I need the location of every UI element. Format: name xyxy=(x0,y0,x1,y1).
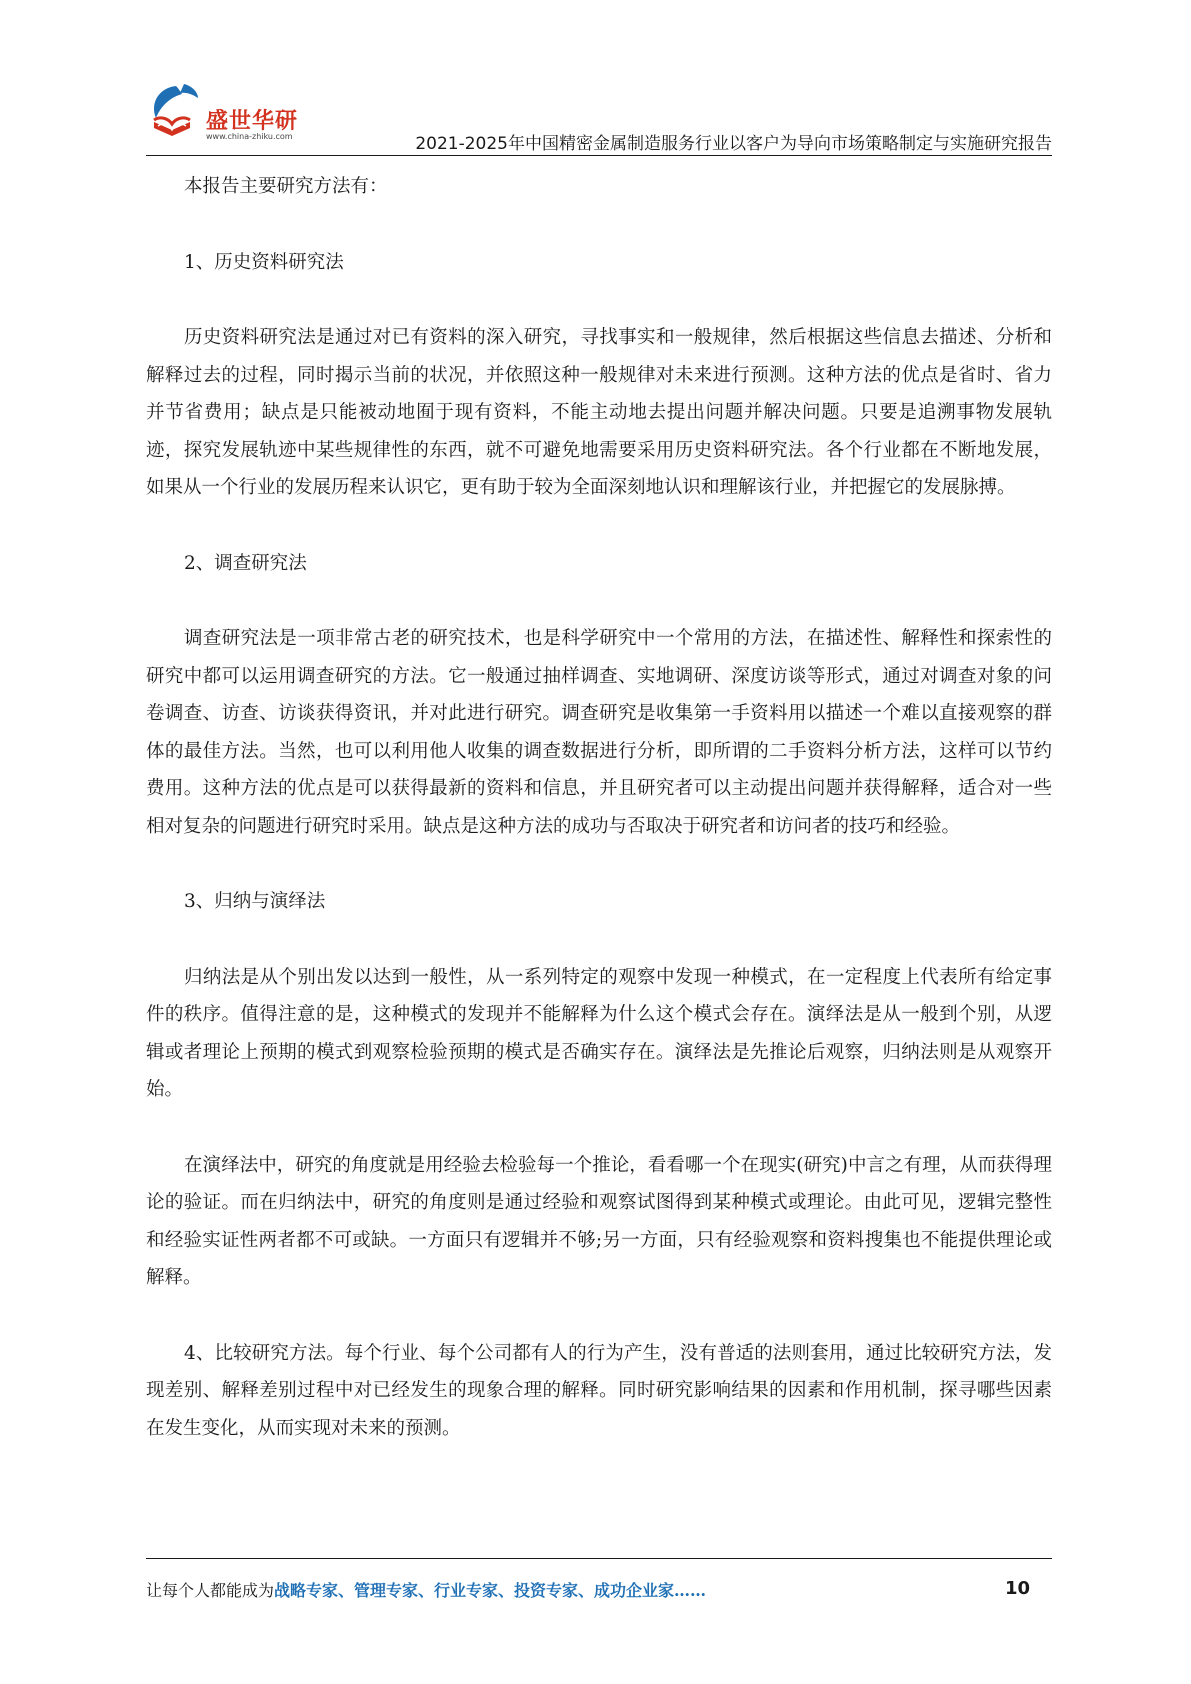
section-heading-induction: 3、归纳与演绎法 xyxy=(184,891,326,912)
page-header xyxy=(146,82,1052,154)
company-logo xyxy=(146,82,316,144)
footer-divider xyxy=(146,1558,1052,1559)
section-paragraph-induction: 归纳法是从个别出发以达到一般性，从一系列特定的观察中发现一种模式，在一定程度上代表所有给定事件的秩序。值得注意的是，这种模式的发现并不能解释为什么这个模式会存在。演绎法是从一般到个别，从逻辑或者理论上预期的模式到观察检验预期的模式是否确实存在。演绎法是先推论后观察，归纳法则是从观察开始。 xyxy=(146,966,1052,1100)
header-divider xyxy=(146,155,1052,156)
book-swoosh-logo-icon xyxy=(146,82,208,144)
section-paragraph-history: 历史资料研究法是通过对已有资料的深入研究，寻找事实和一般规律，然后根据这些信息去描述、分析和解释过去的过程，同时揭示当前的状况，并依照这种一般规律对未来进行预测。这种方法的优点是省时、省力并节省费用；缺点是只能被动地囿于现有资料，不能主动地去提出问题并解决问题。只要是追溯事物发展轨迹，探究发展轨迹中某些规律性的东西，就不可避免地需要采用历史资料研究法。各个行业都在不断地发展，如果从一个行业的发展历程来认识它，更有助于较为全面深刻地认识和理解该行业，并把握它的发展脉搏。 xyxy=(146,327,1052,498)
logo-name: 盛世华研 xyxy=(206,109,299,134)
report-body xyxy=(146,168,1052,1447)
logo-url: www.china-zhiku.com xyxy=(206,132,293,141)
section-paragraph-deduction: 在演绎法中，研究的角度就是用经验去检验每一个推论，看看哪一个在现实(研究)中言之有理，从而获得理论的验证。而在归纳法中，研究的角度则是通过经验和观察试图得到某种模式或理论。由此可见，逻辑完整性和经验实证性两者都不可或缺。一方面只有逻辑并不够;另一方面，只有经验观察和资料搜集也不能提供理论或解释。 xyxy=(146,1154,1052,1288)
intro-line: 本报告主要研究方法有： xyxy=(184,176,388,197)
footer-slogan-highlight: 战略专家、管理专家、行业专家、投资专家、成功企业家…… xyxy=(274,1581,707,1600)
section-paragraph-survey: 调查研究法是一项非常古老的研究技术，也是科学研究中一个常用的方法，在描述性、解释性和探索性的研究中都可以运用调查研究的方法。它一般通过抽样调查、实地调研、深度访谈等形式，通过对调查对象的问卷调查、访查、访谈获得资讯，并对此进行研究。调查研究是收集第一手资料用以描述一个难以直接观察的群体的最佳方法。当然，也可以利用他人收集的调查数据进行分析，即所谓的二手资料分析方法，这样可以节约费用。这种方法的优点是可以获得最新的资料和信息，并且研究者可以主动提出问题并获得解释，适合对一些相对复杂的问题进行研究时采用。缺点是这种方法的成功与否取决于研究者和访问者的技巧和经验。 xyxy=(146,628,1052,837)
footer-slogan-prefix: 让每个人都能成为 xyxy=(146,1581,275,1600)
page-number: 10 xyxy=(1004,1578,1030,1599)
report-title: 2021-2025年中国精密金属制造服务行业以客户为导向市场策略制定与实施研究报告 xyxy=(415,134,1052,154)
section-heading-survey: 2、调查研究法 xyxy=(184,552,307,574)
section-paragraph-comparison: 4、比较研究方法。每个行业、每个公司都有人的行为产生，没有普适的法则套用，通过比较研究方法，发现差别、解释差别过程中对已经发生的现象合理的解释。同时研究影响结果的因素和作用机制，探寻哪些因素在发生变化，从而实现对未来的预测。 xyxy=(146,1342,1052,1439)
page-footer xyxy=(146,1578,1052,1604)
section-heading-history: 1、历史资料研究法 xyxy=(184,251,344,273)
